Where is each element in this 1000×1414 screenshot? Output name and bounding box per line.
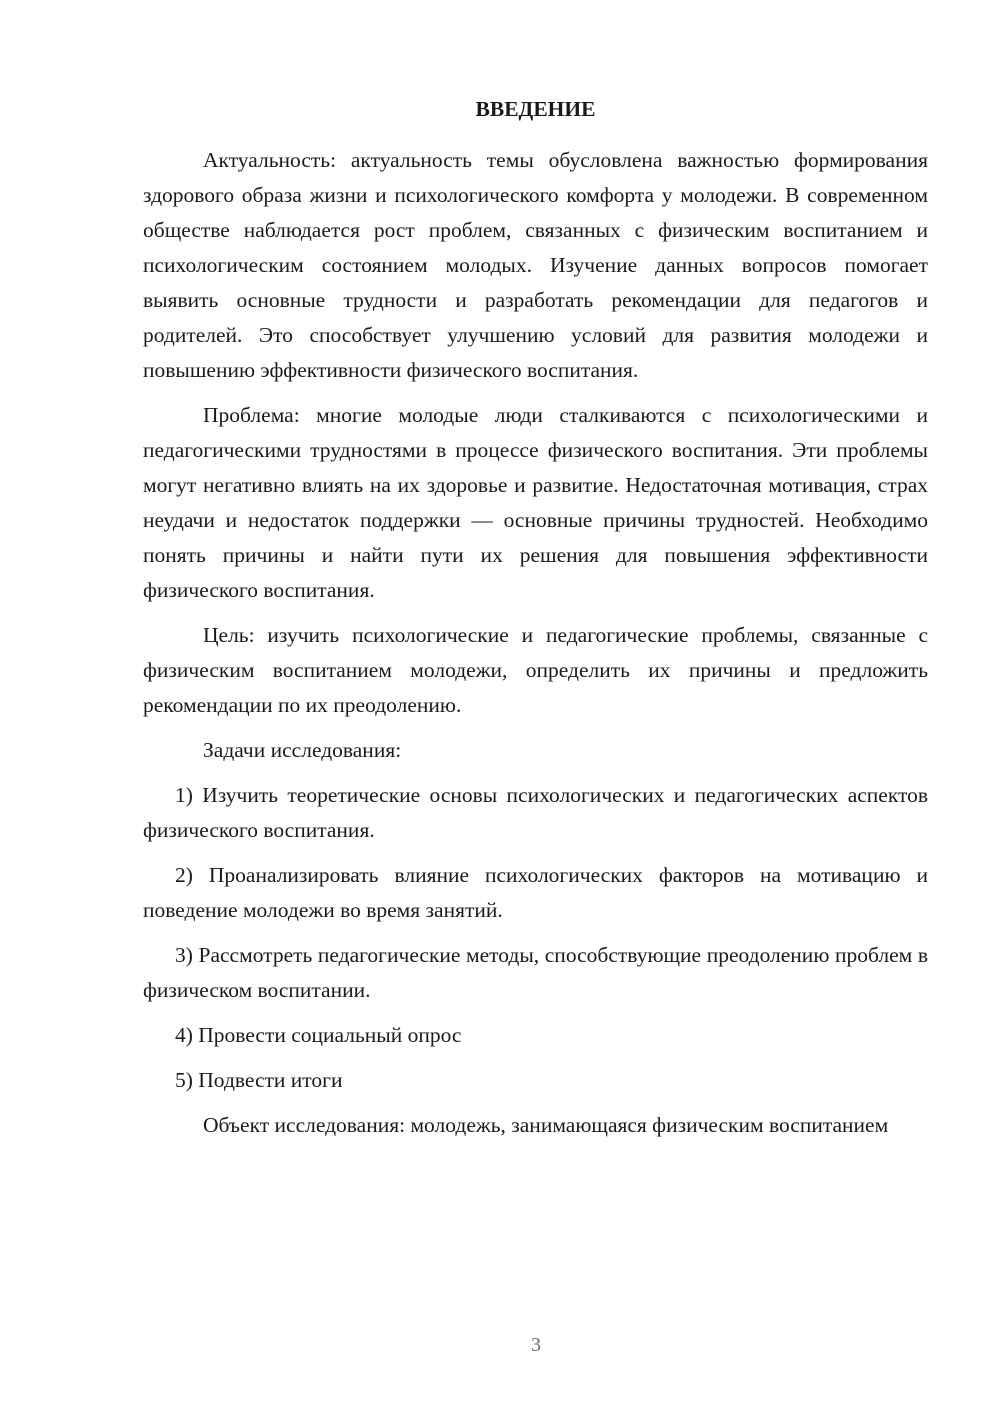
- task-item-3: 3) Рассмотреть педагогические методы, способствующие преодолению проблем в физическом воспитании.: [143, 943, 928, 1002]
- paragraph-object: Объект исследования: молодежь, занимающаяся физическим воспитанием: [203, 1113, 889, 1137]
- paragraph-goal: Цель: изучить психологические и педагогические проблемы, связанные с физическим воспитанием молодежи, определить их причины и предложить рекомендации по их преодолению.: [143, 623, 928, 717]
- tasks-title: Задачи исследования:: [203, 738, 402, 762]
- section-heading: ВВЕДЕНИЕ: [475, 97, 596, 121]
- task-item-2: 2) Проанализировать влияние психологических факторов на мотивацию и поведение молодежи во время занятий.: [143, 863, 928, 922]
- page-number: 3: [531, 1334, 541, 1356]
- task-item-4: 4) Провести социальный опрос: [175, 1023, 462, 1047]
- task-item-1: 1) Изучить теоретические основы психологических и педагогических аспектов физического воспитания.: [143, 783, 928, 842]
- paragraph-problem: Проблема: многие молодые люди сталкиваются с психологическими и педагогическими трудностями в процессе физического воспитания. Эти проблемы могут негативно влиять на их здоровье и развитие. Недостаточная мотивация, страх неудачи и недостаток поддержки — основные причины трудностей. Необходимо понять причины и найти пути их решения для повышения эффективности физического воспитания.: [143, 403, 928, 602]
- task-item-5: 5) Подвести итоги: [175, 1068, 343, 1092]
- document-page: [143, 92, 928, 1143]
- paragraph-relevance: Актуальность: актуальность темы обусловлена важностью формирования здорового образа жизни и психологического комфорта у молодежи. В современном обществе наблюдается рост проблем, связанных с физическим воспитанием и психологическим состоянием молодых. Изучение данных вопросов помогает выявить основные трудности и разработать рекомендации для педагогов и родителей. Это способствует улучшению условий для развития молодежи и повышению эффективности физического воспитания.: [143, 148, 928, 382]
